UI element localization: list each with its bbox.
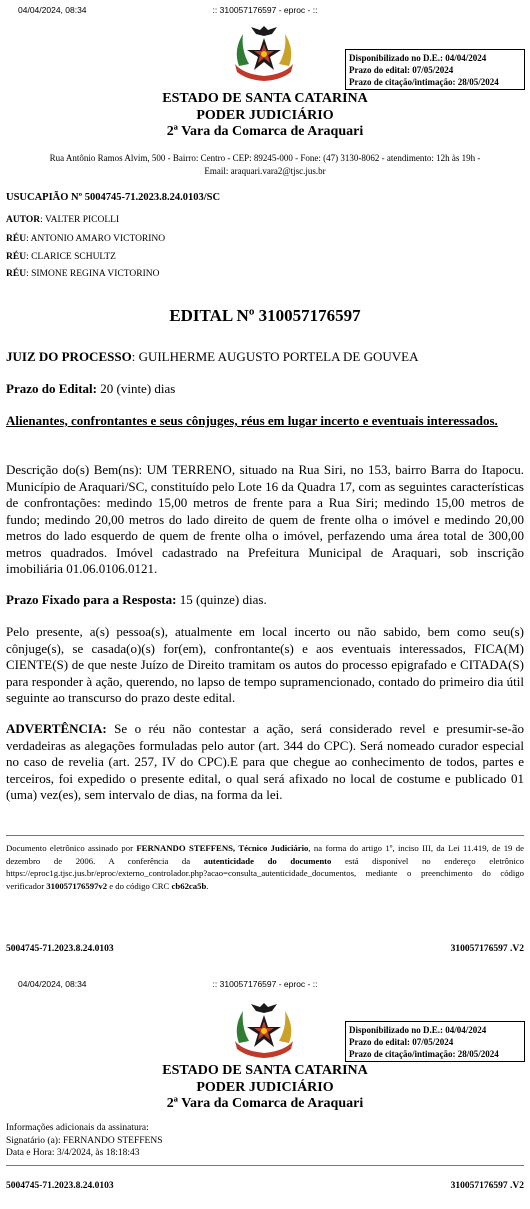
electronic-signature-note (6, 842, 524, 892)
warning-label: ADVERTÊNCIA: (6, 721, 107, 736)
edital-term-label: Prazo do Edital: (6, 381, 97, 396)
publication-dates-box (345, 1021, 525, 1062)
sig-text: Documento eletrônico assinado por (6, 843, 137, 853)
party-name: VALTER PICOLLI (44, 215, 120, 225)
divider (6, 1165, 524, 1166)
state-name: ESTADO DE SANTA CATARINA (162, 1063, 368, 1078)
warning-paragraph (6, 721, 524, 804)
institution-header (0, 1063, 530, 1113)
judge-line: JUIZ DO PROCESSO: GUILHERME AUGUSTO PORTELA DE GOUVEA (6, 349, 419, 364)
publication-dates-box (345, 49, 525, 90)
party-name: CLARICE SCHULTZ (31, 252, 116, 262)
party-row: AUTOR: VALTER PICOLLI (6, 215, 120, 225)
court-address (6, 152, 524, 178)
citation-deadline: Prazo de citação/intimação: 28/05/2024 (349, 77, 499, 87)
signature-info (6, 1122, 163, 1160)
process-title: USUCAPIÃO Nº 5004745-71.2023.8.24.0103/SC (6, 192, 221, 203)
state-crest-icon (231, 1001, 297, 1059)
judge-name: GUILHERME AUGUSTO PORTELA DE GOUVEA (138, 349, 419, 364)
party-row: RÉU: ANTONIO AMARO VICTORINO (6, 234, 166, 244)
email-line: Email: araquari.vara2@tjsc.jus.br (204, 166, 326, 176)
signatory: Signatário (a): FERNANDO STEFFENS (6, 1135, 163, 1146)
sig-text: , na forma do artigo 1º, inciso III, da Lei 11.419, de 19 de dezembro de 2006. A conferência da (6, 843, 525, 866)
footer-process-number: 5004745-71.2023.8.24.0103 (6, 944, 114, 954)
party-role: RÉU (6, 269, 27, 279)
divider (6, 835, 524, 836)
response-term-label: Prazo Fixado para a Resposta: (6, 592, 177, 607)
sig-text: está disponível no endereço eletrônico https://eproc1g.tjsc.jus.br/eproc/externo_controlador.php?acao=consulta_autenticidade_documentos, mediante o preenchimento do código verificador (6, 855, 524, 891)
party-name: ANTONIO AMARO VICTORINO (30, 234, 166, 244)
power-name: PODER JUDICIÁRIO (196, 1079, 334, 1095)
verifier-code: 310057176597v2 (46, 880, 108, 891)
edital-term-line (6, 381, 524, 398)
address-line: Rua Antônio Ramos Alvim, 500 - Bairro: Centro - CEP: 89245-000 - Fone: (47) 3130-8062 - atendimento: 12h às 19h - (49, 153, 481, 163)
state-name: ESTADO DE SANTA CATARINA (162, 91, 368, 106)
footer-doc-version: 310057176597 .V2 (450, 944, 524, 954)
response-term-line (6, 592, 524, 609)
authenticity-label: autenticidade do documento (203, 855, 332, 866)
eproc-doc-ref: :: 310057176597 - eproc - :: (212, 979, 318, 989)
power-name: PODER JUDICIÁRIO (196, 107, 334, 123)
party-role: RÉU (6, 252, 27, 262)
party-row: RÉU: SIMONE REGINA VICTORINO (6, 269, 160, 279)
sig-text: . (206, 880, 209, 891)
warning-text: Se o réu não contestar a ação, será considerado revel e presumir-se-ão verdadeiras as alegações formuladas pelo autor (art. 344 do CPC). Será nomeado curador especial no caso de revelia (art. 257, IV do CPC).E para que chegue ao conhecimento de todos, partes e terceiros, foi expedido o presente edital, o qual será afixado no local de costume e publicado 01 (uma) vez(es), sem intervalo de dias, na forma da lei. (6, 721, 525, 802)
judge-label: JUIZ DO PROCESSO (6, 349, 132, 364)
sig-text: e do código CRC (107, 880, 172, 891)
edital-deadline: Prazo do edital: 07/05/2024 (349, 1037, 454, 1047)
disponibilizado-date: Disponibilizado no D.E.: 04/04/2024 (349, 1025, 487, 1035)
print-datetime: 04/04/2024, 08:34 (18, 5, 87, 15)
addressees: Alienantes, confrontantes e seus cônjuges, réus em lugar incerto e eventuais interessados. (6, 413, 498, 428)
disponibilizado-date: Disponibilizado no D.E.: 04/04/2024 (349, 53, 487, 63)
print-datetime: 04/04/2024, 08:34 (18, 979, 87, 989)
party-row: RÉU: CLARICE SCHULTZ (6, 252, 116, 262)
response-term-value: 15 (quinze) dias. (179, 592, 267, 607)
citation-body: Pelo presente, a(s) pessoa(s), atualmente em local incerto ou não sabido, bem como seu(s) cônjuge(s), se casada(o)(s) for(em), confrontante(s) e aos eventuais interessados, FICA(M) CIENTE(S) de que neste Juízo de Direito tramitam os autos do processo epigrafado e CITADA(S) para responder à ação, querendo, no lapso de tempo supramencionado, contado do primeiro dia útil seguinte ao transcurso do prazo deste edital. (6, 624, 524, 705)
edital-deadline: Prazo do edital: 07/05/2024 (349, 65, 454, 75)
eproc-doc-ref: :: 310057176597 - eproc - :: (212, 5, 318, 15)
signature-info-title: Informações adicionais da assinatura: (6, 1123, 149, 1133)
citation-deadline: Prazo de citação/intimação: 28/05/2024 (349, 1049, 499, 1059)
party-role: AUTOR (6, 215, 41, 225)
party-name: SIMONE REGINA VICTORINO (31, 269, 160, 279)
footer-doc-version: 310057176597 .V2 (450, 1181, 524, 1191)
court-name: 2ª Vara da Comarca de Araquari (166, 124, 364, 139)
property-description: Descrição do(s) Bem(ns): UM TERRENO, situado na Rua Siri, no 153, bairro Barra do Itapocu. Município de Araquari/SC, constituído pelo Lote 16 da Quadra 17, com as seguintes características de confrontações: medindo 15,00 metros de frente para a Rua Siri; medindo 15,00 metros de fundo; medindo 20,00 metros do lado direito de quem de frente olha o imóvel e medindo 20,00 metros do lado esquerdo de quem de frente olha o imóvel, perfazendo uma área total de 300,00 metros quadrados. Imóvel cadastrado na Prefeitura Municipal de Araquari, sob inscrição imobiliária 01.06.0106.0121. (6, 462, 524, 576)
signature-datetime: Data e Hora: 3/4/2024, às 18:18:43 (6, 1148, 140, 1158)
institution-header (0, 91, 530, 141)
document-page-2 (0, 975, 530, 1209)
edital-title: EDITAL Nº 310057176597 (169, 306, 361, 325)
footer-process-number: 5004745-71.2023.8.24.0103 (6, 1181, 114, 1191)
signer-name: FERNANDO STEFFENS, Técnico Judiciário (136, 843, 309, 853)
party-role: RÉU (6, 234, 27, 244)
court-name: 2ª Vara da Comarca de Araquari (166, 1096, 364, 1111)
crc-code: cb62ca5b (171, 880, 207, 891)
edital-term-value: 20 (vinte) dias (100, 381, 176, 396)
state-crest-icon (231, 24, 297, 82)
